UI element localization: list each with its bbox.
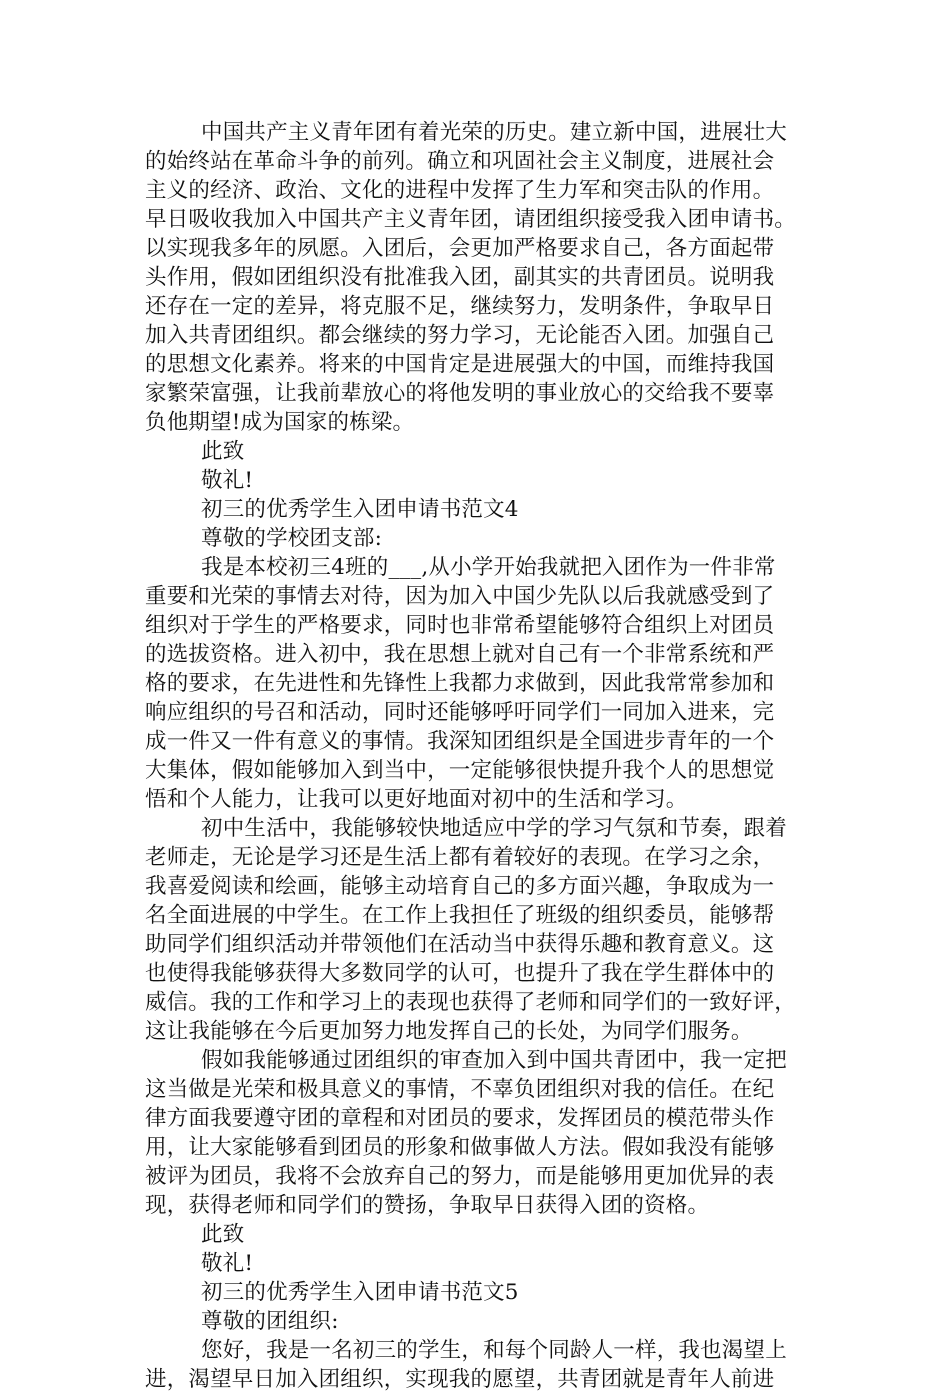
document-line: 的选拔资格。进入初中，我在思想上就对自己有一个非常系统和严 <box>145 642 775 667</box>
document-line: 您好，我是一名初三的学生，和每个同龄人一样，我也渴望上 <box>201 1338 787 1363</box>
document-line: 格的要求，在先进性和先锋性上我都力求做到，因此我常常参加和 <box>145 671 775 696</box>
document-line: 名全面进展的中学生。在工作上我担任了班级的组织委员，能够帮 <box>145 903 775 928</box>
document-line: 老师走，无论是学习还是生活上都有着较好的表现。在学习之余， <box>145 845 775 870</box>
document-line: 中国共产主义青年团有着光荣的历史。建立新中国，进展壮大 <box>201 120 787 145</box>
document-line: 重要和光荣的事情去对待，因为加入中国少先队以后我就感受到了 <box>145 584 775 609</box>
document-line: 助同学们组织活动并带领他们在活动当中获得乐趣和教育意义。这 <box>145 932 775 957</box>
document-line: 还存在一定的差异，将克服不足，继续努力，发明条件，争取早日 <box>145 294 775 319</box>
document-line: 敬礼! <box>201 468 254 493</box>
document-line: 头作用，假如团组织没有批准我入团，副其实的共青团员。说明我 <box>145 265 775 290</box>
document-line: 进，渴望早日加入团组织，实现我的愿望，共青团就是青年人前进 <box>145 1367 775 1392</box>
document-line: 早日吸收我加入中国共产主义青年团，请团组织接受我入团申请书。 <box>145 207 797 232</box>
document-line: 尊敬的学校团支部: <box>201 526 383 551</box>
document-line: 被评为团员，我将不会放弃自己的努力，而是能够用更加优异的表 <box>145 1164 775 1189</box>
document-line: 主义的经济、政治、文化的进程中发挥了生力军和突击队的作用。 <box>145 178 775 203</box>
document-line: 我是本校初三4班的___,从小学开始我就把入团作为一件非常 <box>201 555 776 580</box>
document-line: 悟和个人能力，让我可以更好地面对初中的生活和学习。 <box>145 787 688 812</box>
document-line: 律方面我要遵守团的章程和对团员的要求，发挥团员的模范带头作 <box>145 1106 775 1131</box>
document-line: 成一件又一件有意义的事情。我深知团组织是全国进步青年的一个 <box>145 729 775 754</box>
document-line: 敬礼! <box>201 1251 254 1276</box>
document-line: 加入共青团组织。都会继续的努力学习，无论能否入团。加强自己 <box>145 323 775 348</box>
document-line: 也使得我能够获得大多数同学的认可，也提升了我在学生群体中的 <box>145 961 775 986</box>
document-line: 这让我能够在今后更加努力地发挥自己的长处，为同学们服务。 <box>145 1019 753 1044</box>
document-line: 初三的优秀学生入团申请书范文4 <box>201 497 519 522</box>
document-line: 的思想文化素养。将来的中国肯定是进展强大的中国，而维持我国 <box>145 352 775 377</box>
document-line: 尊敬的团组织: <box>201 1309 339 1334</box>
document-line: 大集体，假如能够加入到当中，一定能够很快提升我个人的思想觉 <box>145 758 775 783</box>
document-line: 的始终站在革命斗争的前列。确立和巩固社会主义制度，进展社会 <box>145 149 775 174</box>
document-line: 这当做是光荣和极具意义的事情，不辜负团组织对我的信任。在纪 <box>145 1077 775 1102</box>
document-line: 用，让大家能够看到团员的形象和做事做人方法。假如我没有能够 <box>145 1135 775 1160</box>
document-line: 威信。我的工作和学习上的表现也获得了老师和同学们的一致好评， <box>145 990 797 1015</box>
document-line: 现，获得老师和同学们的赞扬，争取早日获得入团的资格。 <box>145 1193 710 1218</box>
document-line: 初三的优秀学生入团申请书范文5 <box>201 1280 519 1305</box>
document-line: 负他期望!成为国家的栋梁。 <box>145 410 415 435</box>
document-line: 假如我能够通过团组织的审查加入到中国共青团中，我一定把 <box>201 1048 787 1073</box>
document-line: 此致 <box>201 1222 245 1247</box>
document-line: 以实现我多年的夙愿。入团后，会更加严格要求自己，各方面起带 <box>145 236 775 261</box>
document-line: 初中生活中，我能够较快地适应中学的学习气氛和节奏，跟着 <box>201 816 787 841</box>
document-line: 家繁荣富强，让我前辈放心的将他发明的事业放心的交给我不要辜 <box>145 381 775 406</box>
document-line: 我喜爱阅读和绘画，能够主动培育自己的多方面兴趣，争取成为一 <box>145 874 775 899</box>
document-line: 响应组织的号召和活动，同时还能够呼吁同学们一同加入进来，完 <box>145 700 775 725</box>
document-page <box>145 118 807 1394</box>
document-line: 组织对于学生的严格要求，同时也非常希望能够符合组织上对团员 <box>145 613 775 638</box>
document-line: 此致 <box>201 439 245 464</box>
